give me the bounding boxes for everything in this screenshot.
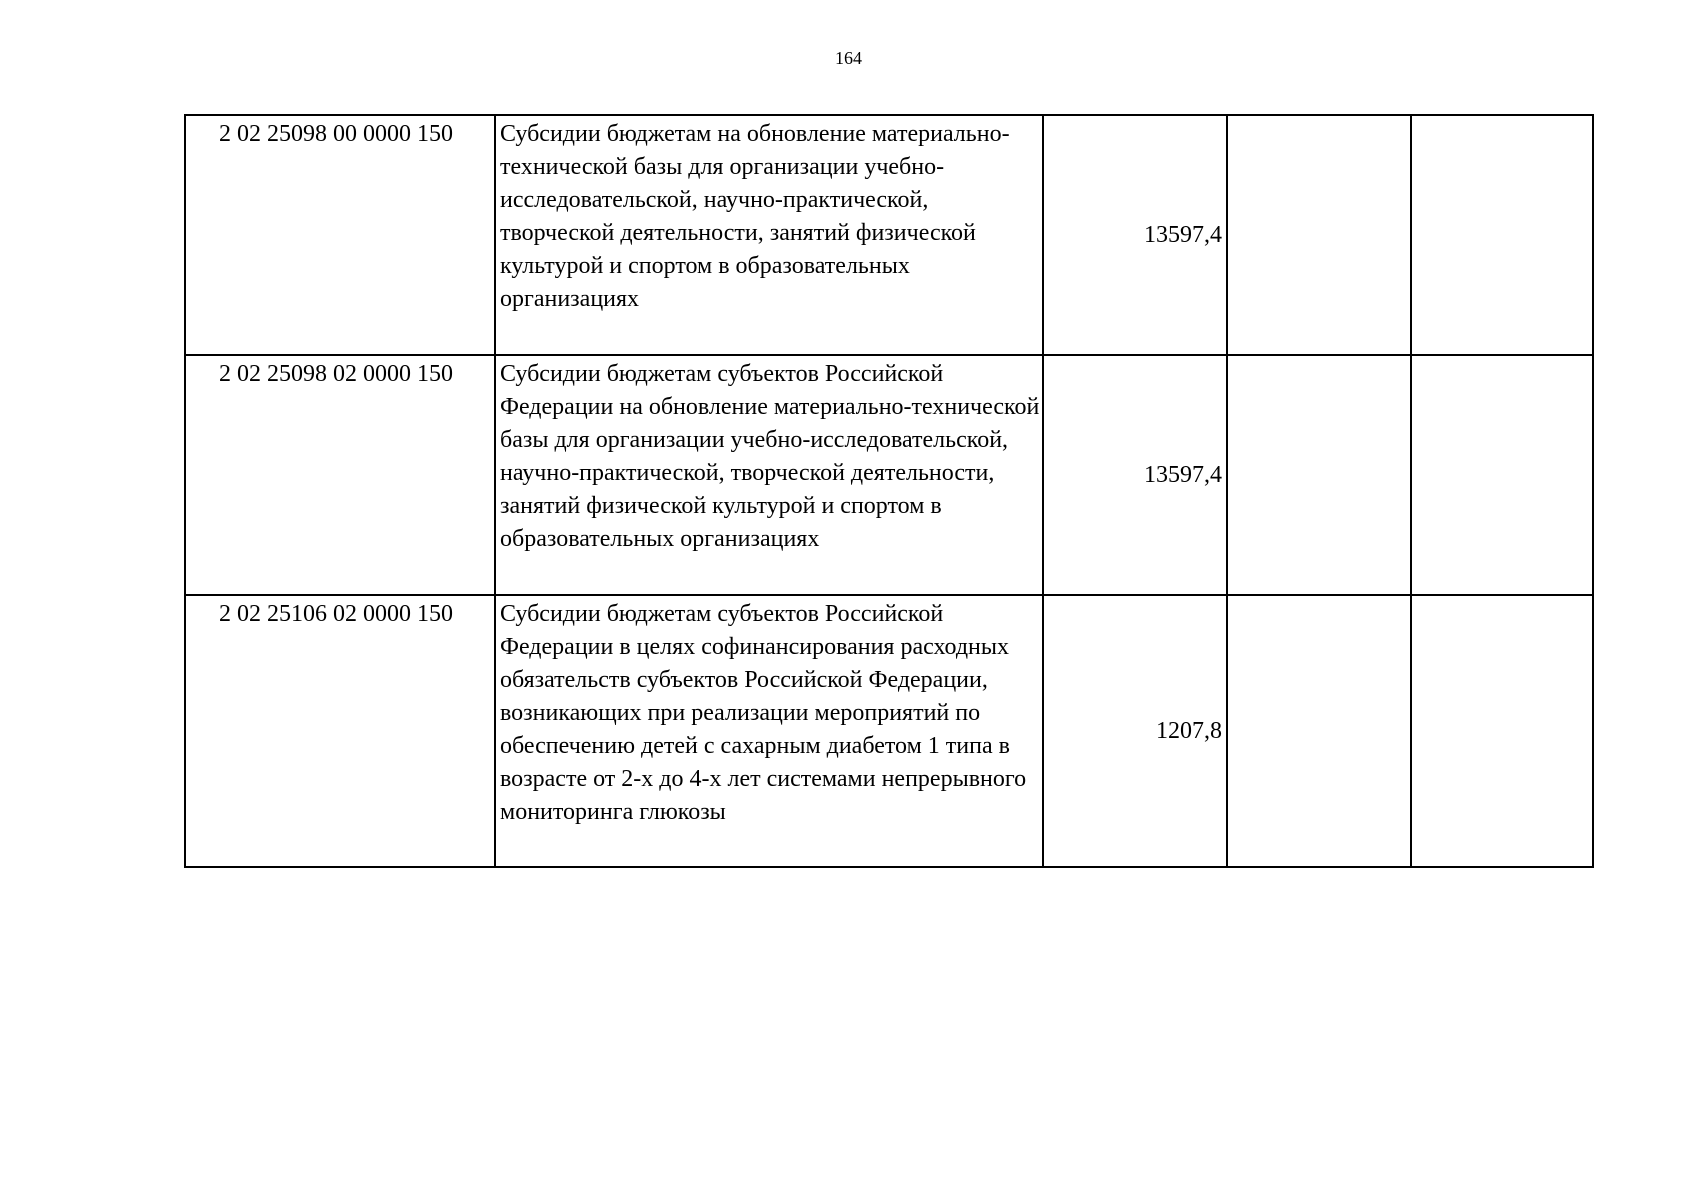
income-name-cell: Субсидии бюджетам субъектов Российской Федерации в целях софинансирования расходных обязательств субъектов Российской Федерации, возникающих при реализации мероприятий по обеспечению детей с сахарным диабетом 1 типа в возрасте от 2-х до 4-х лет системами непрерывного мониторинга глюкозы [495,595,1043,867]
amount-cell-3 [1411,355,1593,595]
page-number: 164 [835,48,862,68]
amount-cell-1: 13597,4 [1043,355,1227,595]
amount-cell-2 [1227,595,1411,867]
budget-code-cell: 2 02 25106 02 0000 150 [185,595,495,867]
budget-code-cell: 2 02 25098 02 0000 150 [185,355,495,595]
budget-table [184,114,1594,868]
amount-cell-1: 13597,4 [1043,115,1227,355]
table-row [185,115,1593,355]
budget-code-cell: 2 02 25098 00 0000 150 [185,115,495,355]
table-row [185,355,1593,595]
income-name-cell: Субсидии бюджетам на обновление материально-технической базы для организации учебно-исследовательской, научно-практической, творческой деятельности, занятий физической культурой и спортом в образовательных организациях [495,115,1043,355]
amount-cell-3 [1411,115,1593,355]
amount-cell-2 [1227,355,1411,595]
table-row [185,595,1593,867]
amount-cell-1: 1207,8 [1043,595,1227,867]
amount-cell-3 [1411,595,1593,867]
income-name-cell: Субсидии бюджетам субъектов Российской Федерации на обновление материально-технической базы для организации учебно-исследовательской, научно-практической, творческой деятельности, занятий физической культурой и спортом в образовательных организациях [495,355,1043,595]
amount-cell-2 [1227,115,1411,355]
